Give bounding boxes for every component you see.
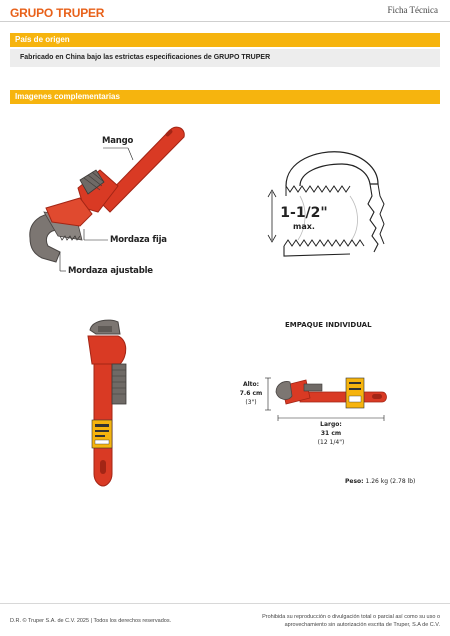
weight-label: Peso: xyxy=(345,478,364,485)
weight-value: 1.26 kg (2.78 lb) xyxy=(365,478,416,485)
length-dimension xyxy=(306,420,356,447)
origin-section-label: País de origen xyxy=(15,35,70,44)
document-type: Ficha Técnica xyxy=(387,5,438,15)
brand-logo: GRUPO TRUPER xyxy=(10,6,105,20)
footer-divider xyxy=(0,603,450,604)
length-imperial: (12 1/4") xyxy=(317,439,345,446)
height-dimension xyxy=(238,380,264,407)
height-metric: 7.6 cm xyxy=(239,390,263,397)
capacity-note: max. xyxy=(293,222,315,231)
length-label: Largo: xyxy=(320,421,342,428)
callout-handle: Mango xyxy=(102,136,134,146)
callout-adjustable-jaw: Mordaza ajustable xyxy=(68,266,153,276)
callout-fixed-jaw: Mordaza fija xyxy=(110,235,167,245)
origin-text: Fabricado en China bajo las estrictas especificaciones de GRUPO TRUPER xyxy=(20,54,271,61)
footer-legal-notice: Prohibida su reproducción o divulgación total o parcial así como su uso o aprovechamiento sin autorización escrita de Truper, S.A de C.V. xyxy=(262,614,440,628)
packaging-title: EMPAQUE INDIVIDUAL xyxy=(285,321,372,329)
weight-info xyxy=(345,478,415,485)
capacity-value: 1-1/2" xyxy=(280,205,328,221)
footer-copyright: D.R. © Truper S.A. de C.V. 2025 | Todos los derechos reservados. xyxy=(10,618,172,624)
height-imperial: (3") xyxy=(245,399,257,406)
length-metric: 31 cm xyxy=(320,430,342,437)
height-label: Alto: xyxy=(242,381,260,388)
images-section-label: Imagenes complementarias xyxy=(15,92,120,101)
